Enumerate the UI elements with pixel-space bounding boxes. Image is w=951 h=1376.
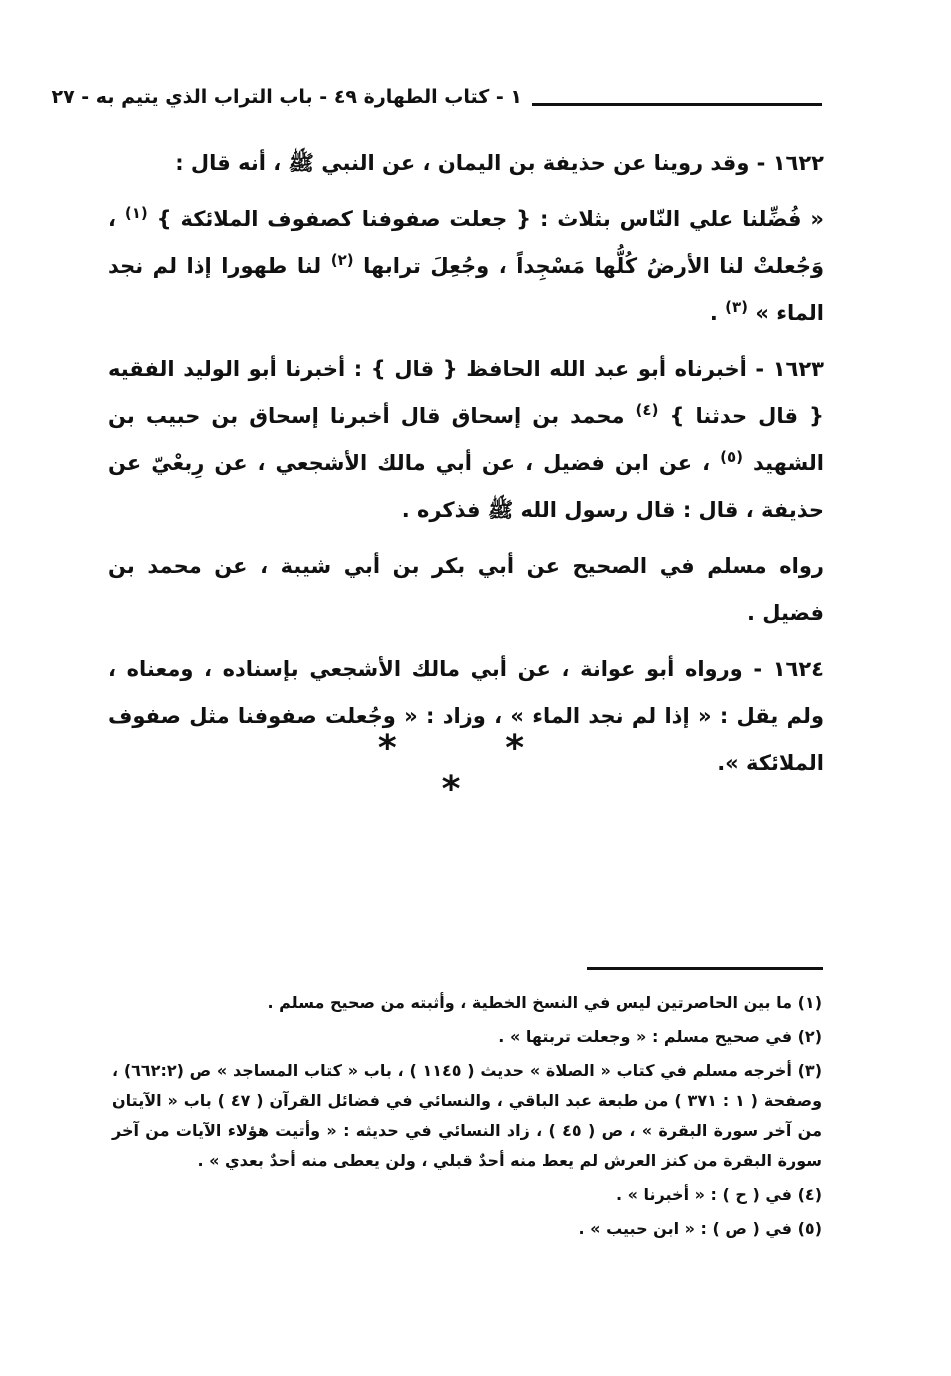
footnote-ref-1[interactable]: (١)	[124, 204, 148, 222]
paragraph-text: ١٦٢٢ - وقد روينا عن حذيفة بن اليمان ، عن النبي ﷺ ، أنه قال :	[175, 151, 824, 175]
footnote-ref-3[interactable]: (٣)	[725, 298, 749, 316]
footnote-1: (١) ما بين الحاصرتين ليس في النسخ الخطية ، وأثبته من صحيح مسلم .	[267, 993, 822, 1012]
quote-text: « فُضِّلنا علي النّاس بثلاث : { جعلت صفوفنا كصفوف الملائكة }	[156, 207, 824, 231]
footnote-rule	[587, 967, 823, 970]
footnote-5: (٥) في ( ص ) : « ابن حبيب » .	[578, 1219, 822, 1238]
paragraph-text: ، عن ابن فضيل ، عن أبي مالك الأشجعي ، عن رِبعْيّ عن حذيفة ، قال : قال رسول الله ﷺ فذكره .	[108, 451, 824, 522]
footnote-4: (٤) في ( ح ) : « أخبرنا » .	[615, 1185, 822, 1204]
header-rule	[532, 103, 822, 106]
paragraph-text: ١٦٢٣ - أخبرناه أبو عبد الله الحافظ { قال } : أخبرنا أبو الوليد الفقيه { قال حدثنا }	[108, 357, 824, 428]
footnote-ref-4[interactable]: (٤)	[635, 401, 659, 419]
footnote-ref-5[interactable]: (٥)	[720, 448, 743, 466]
footnotes	[112, 988, 822, 1248]
quote-text: لنا طهورا إذا لم نجد الماء »	[108, 254, 824, 325]
running-title: ١ - كتاب الطهارة ٤٩ - باب التراب الذي يتيم به - ٢٧	[51, 86, 522, 108]
paragraph-text: ١٦٢٤ - ورواه أبو عوانة ، عن أبي مالك الأشجعي بإسناده ، ومعناه ، ولم يقل : « إذا لم نجد الماء » ، وزاد : « وجُعلت صفوفنا مثل صفوف الملائكة ».	[108, 657, 824, 775]
hadith-quote	[108, 196, 824, 337]
section-separator: * * *	[377, 728, 573, 810]
paragraph-1623	[108, 346, 824, 534]
page-header	[51, 82, 822, 118]
quote-text: ، وَجُعلتْ لنا الأرضُ كُلُّها مَسْجِداً ، وجُعِلَ ترابها	[108, 207, 825, 278]
footnote-3: (٣) أخرجه مسلم في كتاب « الصلاة » حديث ( ١١٤٥ ) ، باب « كتاب المساجد » ص (٦٦٢:٢) ، وصفحة ( ١ : ٣٧١ ) من طبعة عبد الباقي ، والنسائي في فضائل القرآن ( ٤٧ ) باب « الآيتان من آخر سورة البقرة » ، ص ( ٤٥ ) ، زاد النسائي في حديثه : « وأتيت هؤلاء الآيات من آخر سورة البقرة من كنز العرش لم يعط منه أحدٌ قبلي ، ولن يعطى منه أحدٌ بعدي » .	[112, 1061, 823, 1170]
paragraph-text: رواه مسلم في الصحيح عن أبي بكر بن أبي شيبة ، عن محمد بن فضيل .	[108, 554, 824, 625]
footnote-ref-2[interactable]: (٢)	[330, 251, 354, 269]
paragraph-muslim	[108, 543, 824, 637]
quote-text: .	[709, 301, 718, 325]
paragraph-1622	[108, 140, 824, 187]
paragraph-text: محمد بن إسحاق قال أخبرنا إسحاق بن حبيب بن الشهيد	[108, 404, 824, 475]
footnote-2: (٢) في صحيح مسلم : « وجعلت تربتها » .	[498, 1027, 822, 1046]
main-text	[108, 140, 824, 796]
